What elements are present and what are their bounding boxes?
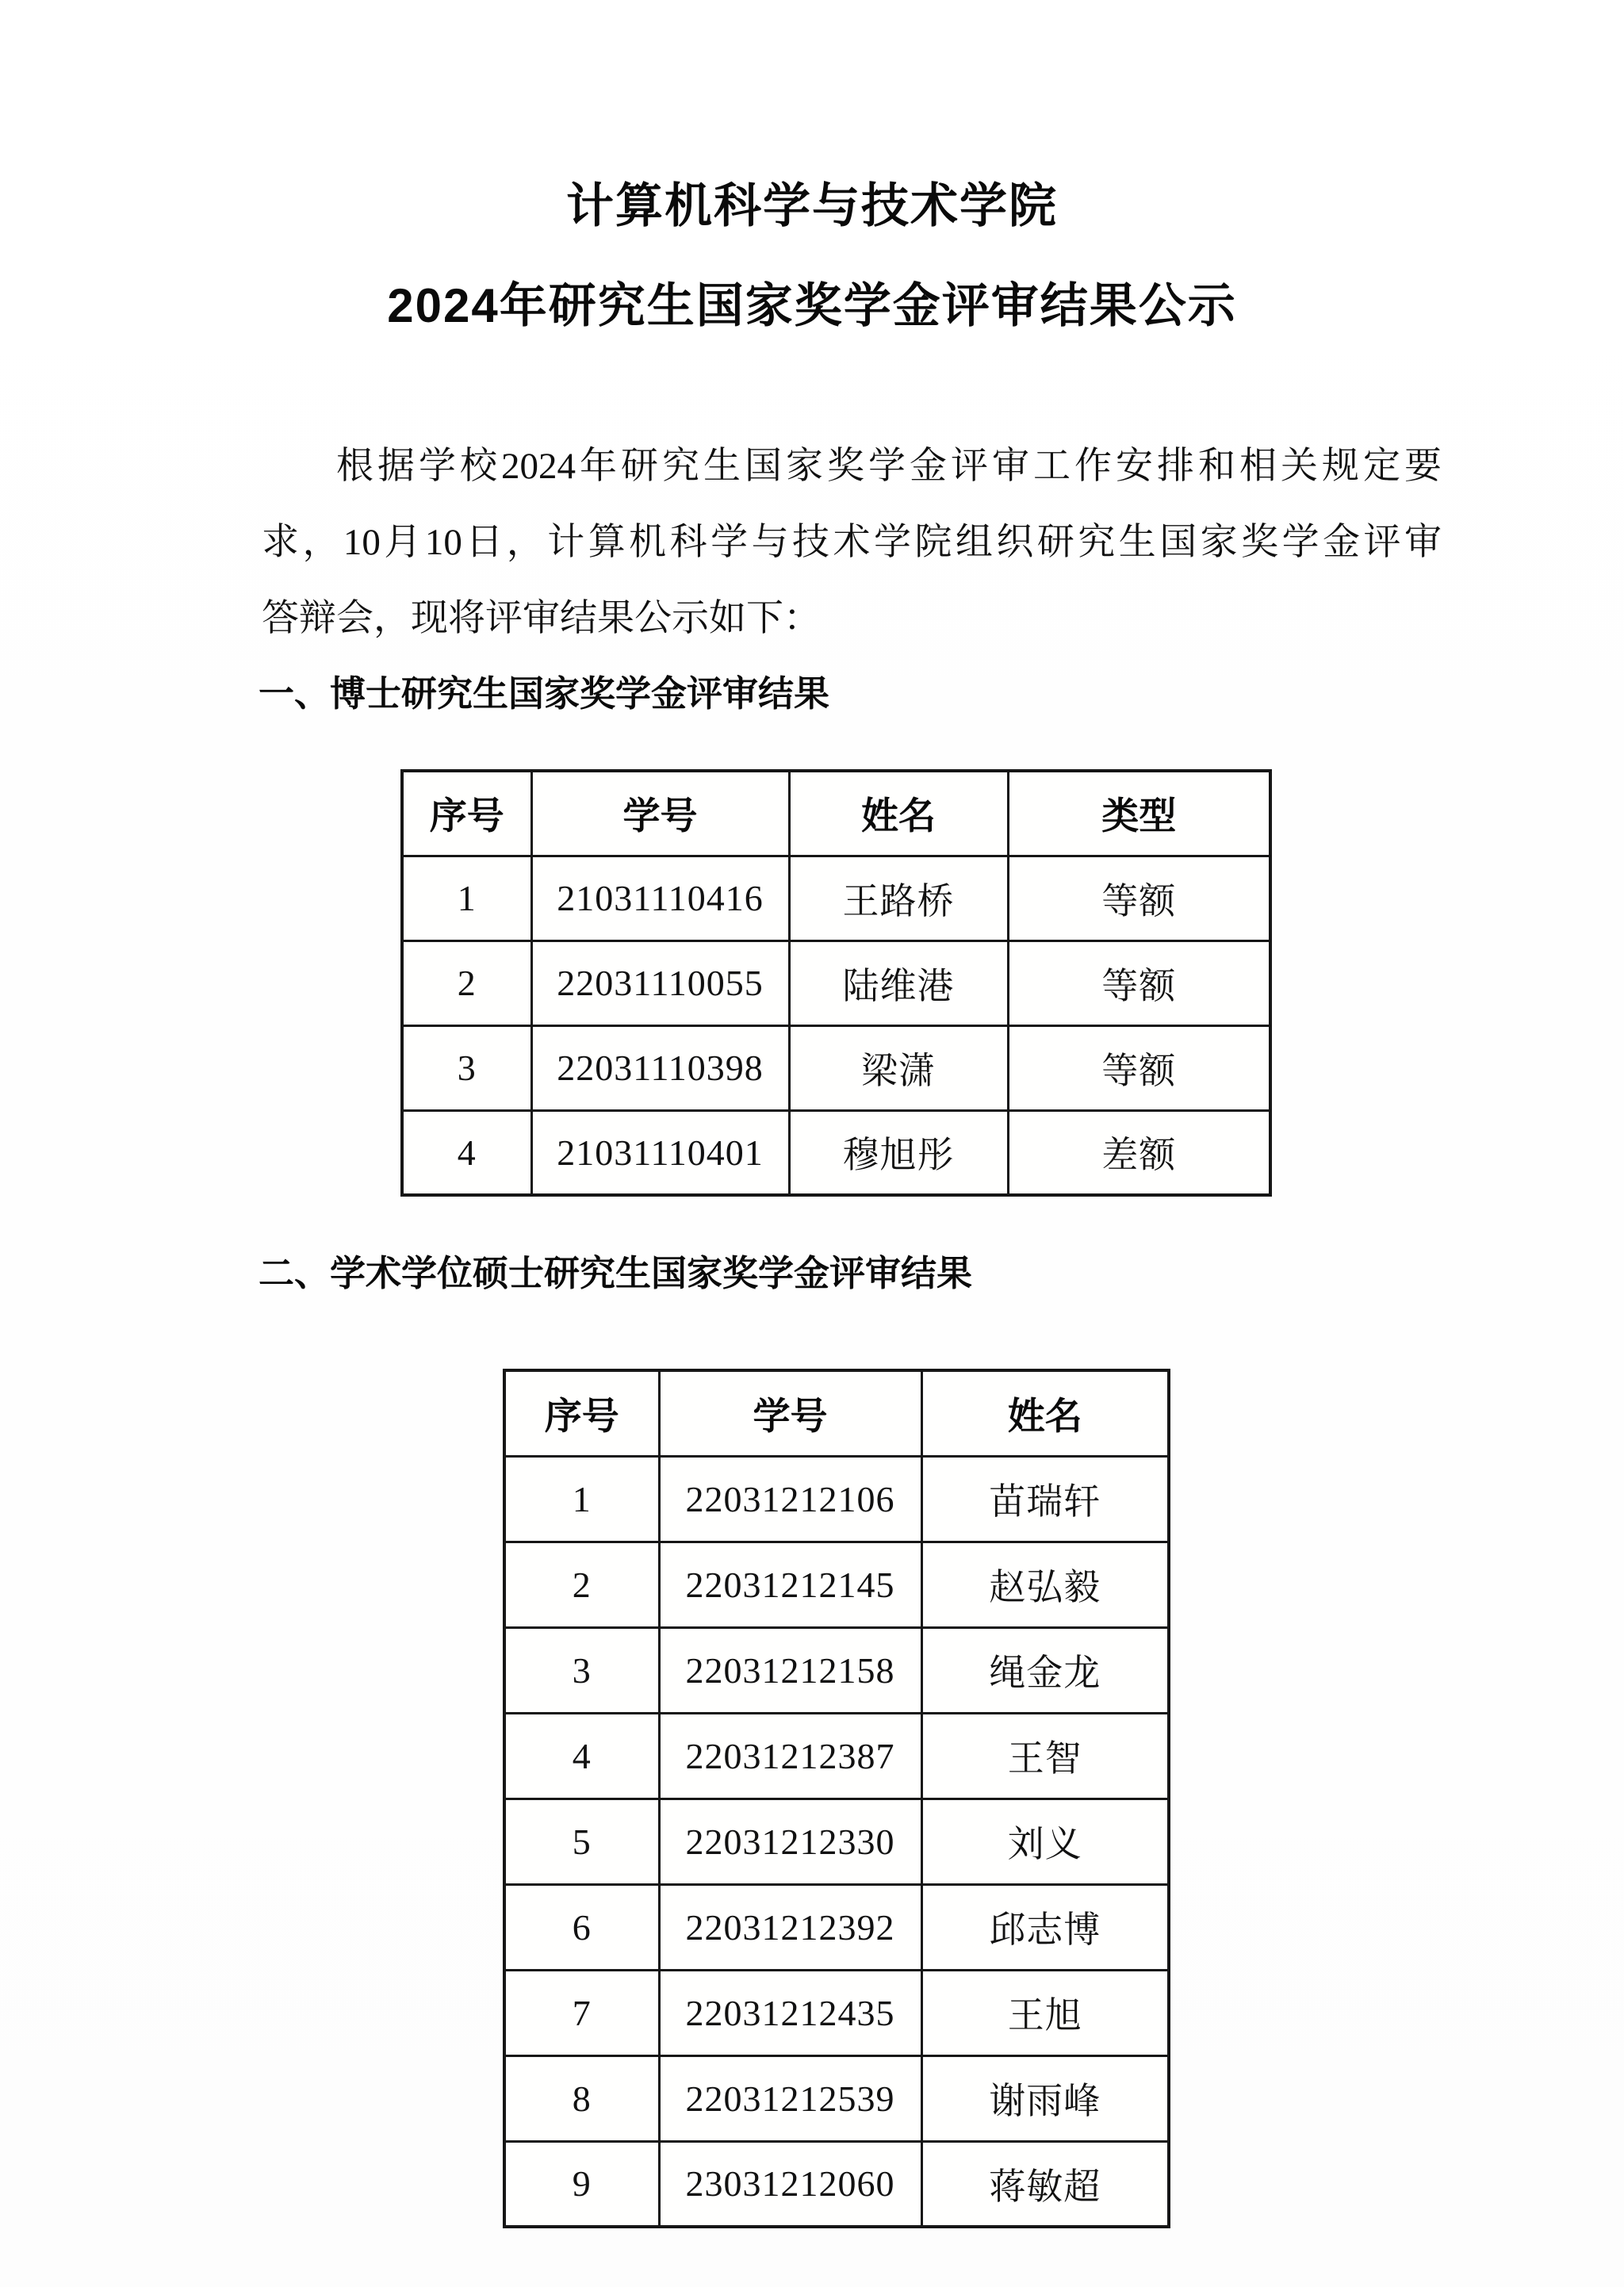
serial-cell: 4	[402, 1110, 531, 1195]
type-cell: 等额	[1008, 940, 1270, 1025]
column-header: 序号	[504, 1370, 659, 1456]
student-id-cell: 22031110398	[531, 1025, 789, 1110]
student-id-cell: 21031110416	[531, 856, 789, 940]
serial-cell: 1	[402, 856, 531, 940]
serial-cell: 4	[504, 1713, 659, 1799]
name-cell: 赵弘毅	[921, 1542, 1169, 1627]
student-id-cell: 21031110401	[531, 1110, 789, 1195]
table-row	[402, 856, 1270, 940]
serial-cell: 2	[402, 940, 531, 1025]
masters-scholarship-results-table	[503, 1369, 1170, 2228]
name-cell: 王智	[921, 1713, 1169, 1799]
table-row	[402, 1110, 1270, 1195]
phd-scholarship-results-table	[400, 769, 1272, 1197]
student-id-cell: 22031212392	[659, 1884, 921, 1970]
table-row	[504, 2141, 1169, 2227]
intro-line-1: 根据学校2024年研究生国家奖学金评审工作安排和相关规定要	[336, 446, 1442, 487]
student-id-cell: 22031212106	[659, 1456, 921, 1542]
student-id-cell: 22031212158	[659, 1627, 921, 1713]
student-id-cell: 23031212060	[659, 2141, 921, 2227]
column-header: 姓名	[789, 771, 1008, 856]
serial-cell: 8	[504, 2055, 659, 2141]
doc-title-line1: 计算机科学与技术学院	[566, 179, 1058, 232]
name-cell: 绳金龙	[921, 1627, 1169, 1713]
name-cell: 梁潇	[789, 1025, 1008, 1110]
type-cell: 等额	[1008, 1025, 1270, 1110]
name-cell: 穆旭彤	[789, 1110, 1008, 1195]
name-cell: 刘义	[921, 1799, 1169, 1884]
header-row	[402, 771, 1270, 856]
table-row	[402, 940, 1270, 1025]
doc-title-line2: 2024年研究生国家奖学金评审结果公示	[387, 279, 1237, 332]
intro-line-2: 求，10月10日，计算机科学与技术学院组织研究生国家奖学金评审	[262, 522, 1442, 563]
header-row	[504, 1370, 1169, 1456]
intro-paragraph	[262, 428, 1442, 657]
type-cell: 差额	[1008, 1110, 1270, 1195]
name-cell: 王旭	[921, 1970, 1169, 2055]
column-header: 学号	[531, 771, 789, 856]
name-cell: 邱志博	[921, 1884, 1169, 1970]
student-id-cell: 22031110055	[531, 940, 789, 1025]
serial-cell: 7	[504, 1970, 659, 2055]
student-id-cell: 22031212330	[659, 1799, 921, 1884]
name-cell: 蒋敏超	[921, 2141, 1169, 2227]
column-header: 学号	[659, 1370, 921, 1456]
table-row	[504, 1970, 1169, 2055]
student-id-cell: 22031212387	[659, 1713, 921, 1799]
serial-cell: 1	[504, 1456, 659, 1542]
name-cell: 苗瑞轩	[921, 1456, 1169, 1542]
serial-cell: 2	[504, 1542, 659, 1627]
intro-line-3: 答辩会，现将评审结果公示如下：	[262, 598, 821, 639]
table-row	[504, 1456, 1169, 1542]
serial-cell: 3	[402, 1025, 531, 1110]
student-id-cell: 22031212435	[659, 1970, 921, 2055]
serial-cell: 3	[504, 1627, 659, 1713]
column-header: 姓名	[921, 1370, 1169, 1456]
serial-cell: 6	[504, 1884, 659, 1970]
table-row	[402, 1025, 1270, 1110]
name-cell: 陆维港	[789, 940, 1008, 1025]
type-cell: 等额	[1008, 856, 1270, 940]
table-row	[504, 1542, 1169, 1627]
section-2-heading: 二、学术学位硕士研究生国家奖学金评审结果	[259, 1253, 973, 1293]
student-id-cell: 22031212539	[659, 2055, 921, 2141]
column-header: 类型	[1008, 771, 1270, 856]
table-row	[504, 1713, 1169, 1799]
section-1-heading: 一、博士研究生国家奖学金评审结果	[259, 673, 830, 714]
student-id-cell: 22031212145	[659, 1542, 921, 1627]
table-row	[504, 2055, 1169, 2141]
name-cell: 谢雨峰	[921, 2055, 1169, 2141]
table-row	[504, 1884, 1169, 1970]
table-row	[504, 1627, 1169, 1713]
name-cell: 王路桥	[789, 856, 1008, 940]
column-header: 序号	[402, 771, 531, 856]
table-row	[504, 1799, 1169, 1884]
serial-cell: 5	[504, 1799, 659, 1884]
serial-cell: 9	[504, 2141, 659, 2227]
